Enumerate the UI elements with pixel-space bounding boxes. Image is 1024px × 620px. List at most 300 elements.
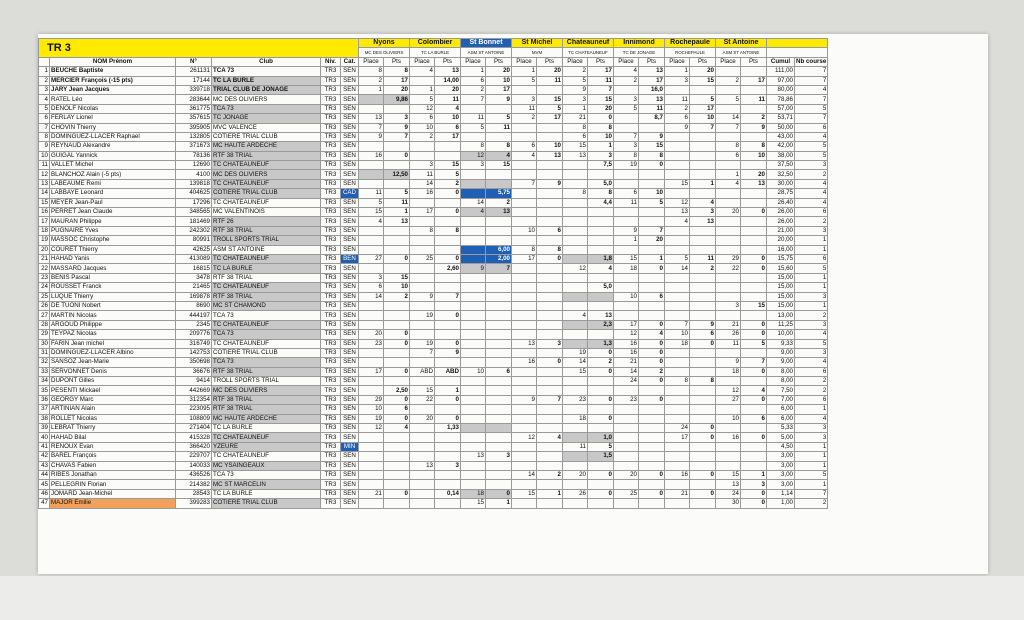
place-cell: [563, 170, 588, 179]
place-cell: [359, 348, 384, 357]
points-cell: [537, 320, 563, 329]
points-cell: 4: [486, 151, 512, 160]
points-cell: [537, 311, 563, 320]
place-cell: 9: [461, 264, 486, 273]
points-cell: 10: [486, 76, 512, 85]
table-row: [39, 95, 828, 104]
category-cell: SEN: [341, 104, 359, 113]
points-cell: 13: [384, 217, 410, 226]
number-cell: 271404: [176, 424, 212, 433]
category-cell: SEN: [341, 461, 359, 470]
place-cell: [512, 217, 537, 226]
place-cell: [563, 405, 588, 414]
points-cell: 0: [384, 414, 410, 423]
table-row: [39, 386, 828, 395]
place-cell: [461, 320, 486, 329]
race-count-header: Nb course: [796, 57, 827, 65]
rank-cell: 37: [39, 405, 50, 414]
level-cell: TR3: [321, 95, 341, 104]
place-header: Place: [359, 57, 384, 66]
club-cell: MC HAUTE ARDECHE: [212, 414, 321, 423]
place-cell: 9: [563, 85, 588, 94]
number-cell: 371673: [176, 142, 212, 151]
points-cell: [486, 170, 512, 179]
place-cell: [410, 301, 435, 310]
place-cell: 3: [614, 95, 639, 104]
place-cell: 13: [563, 151, 588, 160]
points-cell: [435, 442, 461, 451]
place-cell: 6: [563, 132, 588, 141]
place-cell: [410, 470, 435, 479]
cumul-cell: 15,00: [767, 301, 795, 310]
club-cell: MC DES OLIVIERS: [212, 170, 321, 179]
club-cell: TC CHATEAUNEUF: [212, 198, 321, 207]
points-cell: 6: [486, 367, 512, 376]
number-cell: 214382: [176, 480, 212, 489]
points-cell: [384, 499, 410, 508]
place-cell: [665, 395, 690, 404]
points-cell: [435, 499, 461, 508]
points-cell: 3: [741, 480, 767, 489]
points-cell: 10: [690, 114, 716, 123]
points-header: Pts: [384, 57, 410, 66]
points-cell: 5,0: [588, 179, 614, 188]
points-cell: [537, 283, 563, 292]
place-cell: [461, 292, 486, 301]
place-header: Place: [614, 57, 639, 66]
place-cell: [512, 311, 537, 320]
points-cell: [741, 226, 767, 235]
place-cell: 6: [716, 151, 741, 160]
cumul-cell: 78,86: [767, 95, 795, 104]
points-cell: 13: [741, 179, 767, 188]
place-cell: [512, 452, 537, 461]
place-cell: [461, 179, 486, 188]
race-count-cell: 6: [795, 395, 828, 404]
rank-cell: 23: [39, 273, 50, 282]
name-cell: ROLLET Nicolas: [50, 414, 176, 423]
cumul-cell: 111,00: [767, 67, 795, 76]
rank-cell: 22: [39, 264, 50, 273]
name-cell: FARIN Jean michel: [50, 339, 176, 348]
place-cell: [716, 189, 741, 198]
category-cell: SEN: [341, 414, 359, 423]
points-cell: [741, 132, 767, 141]
place-cell: [614, 245, 639, 254]
place-cell: [359, 358, 384, 367]
place-cell: 20: [614, 470, 639, 479]
venue-club: ASM ST ANTOINE: [716, 48, 767, 57]
place-cell: [665, 442, 690, 451]
level-cell: TR3: [321, 273, 341, 282]
points-cell: [690, 226, 716, 235]
points-cell: 11: [741, 95, 767, 104]
name-cell: REYNAUD Alexandre: [50, 142, 176, 151]
points-cell: 16,0: [639, 85, 665, 94]
place-cell: 11: [614, 198, 639, 207]
points-cell: [537, 208, 563, 217]
race-count-cell: 1: [795, 301, 828, 310]
venue-name: St Michel: [512, 39, 563, 48]
cumul-cell: 3,00: [767, 470, 795, 479]
place-cell: [665, 245, 690, 254]
table-row: [39, 339, 828, 348]
rank-cell: 12: [39, 170, 50, 179]
name-cell: BEUCHE Baptiste: [50, 67, 176, 76]
points-cell: [435, 217, 461, 226]
place-cell: [359, 311, 384, 320]
club-cell: TCA 73: [212, 67, 321, 76]
points-cell: 15: [384, 273, 410, 282]
place-cell: 13: [410, 461, 435, 470]
points-cell: [741, 424, 767, 433]
points-cell: [639, 499, 665, 508]
place-cell: [512, 264, 537, 273]
points-cell: [588, 273, 614, 282]
table-row: [39, 461, 828, 470]
points-cell: [639, 414, 665, 423]
venue-club: TC CHATEAUNEUF: [563, 48, 614, 57]
points-cell: 0: [690, 424, 716, 433]
points-cell: 0: [384, 330, 410, 339]
points-cell: [588, 236, 614, 245]
points-cell: 6: [741, 414, 767, 423]
points-cell: 0: [384, 339, 410, 348]
table-row: [39, 254, 828, 263]
name-cell: SERVONNET Denis: [50, 367, 176, 376]
table-row: [39, 348, 828, 357]
place-cell: 14: [614, 367, 639, 376]
venue-name: Chateauneuf: [563, 39, 614, 48]
table-row: [39, 142, 828, 151]
points-header: Pts: [435, 57, 461, 66]
race-count-cell: 3: [795, 292, 828, 301]
club-cell: MVC VALENCE: [212, 123, 321, 132]
place-cell: 6: [512, 142, 537, 151]
place-cell: [563, 283, 588, 292]
points-cell: [690, 480, 716, 489]
club-cell: TC CHATEAUNEUF: [212, 254, 321, 263]
place-cell: [563, 452, 588, 461]
points-cell: [486, 424, 512, 433]
points-cell: 8: [537, 245, 563, 254]
points-cell: [486, 320, 512, 329]
column-header-row: [39, 57, 828, 66]
venue-club: MVM: [512, 48, 563, 57]
place-cell: [614, 179, 639, 188]
club-cell: COTIERE TRIAL CLUB: [212, 189, 321, 198]
place-cell: 16: [410, 189, 435, 198]
name-cell: HAHAD Yanis: [50, 254, 176, 263]
place-cell: 4: [359, 217, 384, 226]
number-cell: 413089: [176, 254, 212, 263]
cumul-cell: 10,00: [767, 330, 795, 339]
place-cell: 1: [563, 104, 588, 113]
race-count-cell: 6: [795, 123, 828, 132]
place-cell: [461, 461, 486, 470]
points-cell: 8: [384, 67, 410, 76]
points-cell: [384, 377, 410, 386]
place-cell: 21: [614, 358, 639, 367]
place-cell: 11: [665, 95, 690, 104]
place-cell: [410, 433, 435, 442]
place-cell: 11: [410, 170, 435, 179]
points-cell: [435, 452, 461, 461]
place-cell: 11: [461, 114, 486, 123]
rank-cell: 14: [39, 189, 50, 198]
cumul-cell: 3,00: [767, 461, 795, 470]
points-cell: [588, 377, 614, 386]
points-cell: [690, 348, 716, 357]
points-cell: [537, 85, 563, 94]
points-cell: 0,14: [435, 489, 461, 498]
name-cell: CHOVIN Thierry: [50, 123, 176, 132]
place-cell: 13: [512, 339, 537, 348]
points-cell: [690, 85, 716, 94]
rank-cell: 42: [39, 452, 50, 461]
club-cell: TC LA BURLE: [212, 489, 321, 498]
place-cell: [665, 273, 690, 282]
table-row: [39, 217, 828, 226]
race-count-cell: 3: [795, 424, 828, 433]
place-cell: 15: [716, 470, 741, 479]
race-count-cell: 4: [795, 189, 828, 198]
points-cell: 10: [639, 189, 665, 198]
place-cell: [512, 348, 537, 357]
race-count-cell: 4: [795, 132, 828, 141]
points-cell: [384, 226, 410, 235]
place-cell: [563, 386, 588, 395]
points-cell: 11: [486, 123, 512, 132]
place-cell: 19: [359, 414, 384, 423]
place-cell: [614, 311, 639, 320]
place-cell: [359, 179, 384, 188]
place-cell: [512, 499, 537, 508]
place-cell: [563, 236, 588, 245]
place-cell: 1: [461, 67, 486, 76]
number-cell: 8690: [176, 301, 212, 310]
club-cell: TC LA BURLE: [212, 76, 321, 85]
points-cell: [537, 217, 563, 226]
rank-cell: 21: [39, 254, 50, 263]
place-cell: [665, 461, 690, 470]
race-count-cell: 5: [795, 104, 828, 113]
club-cell: TROLL SPORTS TRIAL: [212, 236, 321, 245]
place-cell: 6: [461, 76, 486, 85]
points-cell: 15: [639, 142, 665, 151]
place-cell: [665, 236, 690, 245]
points-cell: 3: [588, 151, 614, 160]
place-cell: 8: [410, 226, 435, 235]
cumul-cell: 7,00: [767, 395, 795, 404]
number-cell: 261131: [176, 67, 212, 76]
place-cell: [665, 85, 690, 94]
points-cell: [384, 461, 410, 470]
race-count-cell: 1: [795, 461, 828, 470]
points-cell: [690, 386, 716, 395]
place-cell: 12: [410, 104, 435, 113]
place-cell: [614, 499, 639, 508]
points-cell: [690, 170, 716, 179]
points-cell: [690, 245, 716, 254]
points-cell: 5: [486, 114, 512, 123]
points-cell: [741, 283, 767, 292]
points-cell: 0: [741, 433, 767, 442]
number-cell: 366420: [176, 442, 212, 451]
place-cell: 17: [614, 320, 639, 329]
name-cell: DOMINGUEZ-LLACER Raphael: [50, 132, 176, 141]
level-cell: TR3: [321, 320, 341, 329]
rank-cell: 13: [39, 179, 50, 188]
place-cell: 12: [461, 151, 486, 160]
points-cell: 1: [486, 499, 512, 508]
table-row: [39, 292, 828, 301]
place-cell: 23: [563, 395, 588, 404]
category-cell: SEN: [341, 85, 359, 94]
place-cell: 20: [563, 470, 588, 479]
place-cell: [512, 367, 537, 376]
place-cell: 24: [716, 489, 741, 498]
points-cell: 3: [435, 461, 461, 470]
club-cell: MC YSAINGEAUX: [212, 461, 321, 470]
place-cell: 6: [665, 114, 690, 123]
rank-cell: 16: [39, 208, 50, 217]
points-cell: [741, 405, 767, 414]
points-cell: 17: [435, 132, 461, 141]
points-cell: [384, 433, 410, 442]
place-cell: 20: [359, 330, 384, 339]
name-cell: DUPONT Gilles: [50, 377, 176, 386]
place-cell: [563, 161, 588, 170]
points-cell: 14,00: [435, 76, 461, 85]
points-cell: 3: [690, 208, 716, 217]
table-row: [39, 424, 828, 433]
race-count-cell: 4: [795, 358, 828, 367]
place-cell: [716, 85, 741, 94]
points-cell: [537, 480, 563, 489]
points-cell: [486, 283, 512, 292]
place-cell: 8: [716, 142, 741, 151]
points-cell: [639, 452, 665, 461]
points-cell: 2: [384, 292, 410, 301]
place-cell: [410, 499, 435, 508]
points-cell: 5,75: [486, 189, 512, 198]
points-cell: 15: [690, 76, 716, 85]
place-cell: [410, 76, 435, 85]
cumul-cell: 11,25: [767, 320, 795, 329]
place-cell: [665, 132, 690, 141]
place-cell: [716, 67, 741, 76]
place-cell: [461, 414, 486, 423]
level-cell: TR3: [321, 367, 341, 376]
points-cell: 3: [537, 339, 563, 348]
name-cell: LABEAUME Remi: [50, 179, 176, 188]
venue-name: Rochepaule: [665, 39, 716, 48]
points-cell: [537, 414, 563, 423]
place-cell: [716, 377, 741, 386]
place-cell: [563, 461, 588, 470]
place-cell: 10: [512, 226, 537, 235]
points-cell: [741, 198, 767, 207]
level-cell: TR3: [321, 245, 341, 254]
points-cell: [741, 273, 767, 282]
place-cell: 13: [461, 452, 486, 461]
table-row: [39, 170, 828, 179]
cumul-cell: 80,00: [767, 85, 795, 94]
number-cell: 350698: [176, 358, 212, 367]
category-cell: SEN: [341, 67, 359, 76]
place-cell: 16: [614, 348, 639, 357]
points-cell: [435, 273, 461, 282]
cumul-cell: 7,50: [767, 386, 795, 395]
place-cell: 17: [665, 433, 690, 442]
category-cell: BEN: [341, 254, 359, 263]
points-cell: [486, 358, 512, 367]
points-cell: [486, 339, 512, 348]
points-cell: [435, 358, 461, 367]
place-cell: 10: [359, 405, 384, 414]
cumul-cell: 6,00: [767, 414, 795, 423]
place-cell: [563, 226, 588, 235]
points-cell: [486, 414, 512, 423]
points-cell: 20: [486, 67, 512, 76]
place-cell: 13: [665, 208, 690, 217]
points-cell: [537, 170, 563, 179]
points-cell: 0: [588, 414, 614, 423]
points-cell: 6: [537, 226, 563, 235]
points-header: Pts: [537, 57, 563, 66]
cumul-cell: 8,00: [767, 377, 795, 386]
name-cell: COURET Thierry: [50, 245, 176, 254]
points-cell: [435, 198, 461, 207]
points-cell: [384, 452, 410, 461]
name-cell: MEYER Jean-Paul: [50, 198, 176, 207]
points-cell: [690, 311, 716, 320]
club-cell: YZEURE: [212, 442, 321, 451]
place-cell: 14: [563, 358, 588, 367]
number-cell: 12690: [176, 161, 212, 170]
club-cell: COTIERE TRIAL CLUB: [212, 499, 321, 508]
points-cell: ABD: [435, 367, 461, 376]
club-cell: RTF 38 TRIAL: [212, 395, 321, 404]
club-cell: MC VALENTINOIS: [212, 208, 321, 217]
number-cell: 181469: [176, 217, 212, 226]
club-cell: MC ST MARCELIN: [212, 480, 321, 489]
points-cell: [537, 330, 563, 339]
place-cell: [614, 85, 639, 94]
category-cell: SEN: [341, 480, 359, 489]
rank-cell: 7: [39, 123, 50, 132]
level-cell: TR3: [321, 433, 341, 442]
place-cell: [512, 320, 537, 329]
place-cell: 8: [563, 189, 588, 198]
points-cell: 20: [537, 67, 563, 76]
place-cell: 23: [359, 339, 384, 348]
rank-cell: 40: [39, 433, 50, 442]
points-cell: [639, 424, 665, 433]
place-cell: [410, 377, 435, 386]
place-cell: [359, 470, 384, 479]
place-cell: 16: [359, 151, 384, 160]
place-cell: 17: [512, 254, 537, 263]
race-count-cell: 1: [795, 283, 828, 292]
points-cell: [690, 151, 716, 160]
results-table: [38, 38, 828, 509]
place-cell: [461, 377, 486, 386]
place-cell: 7: [410, 348, 435, 357]
place-cell: 19: [410, 311, 435, 320]
results-sheet: [38, 34, 988, 574]
